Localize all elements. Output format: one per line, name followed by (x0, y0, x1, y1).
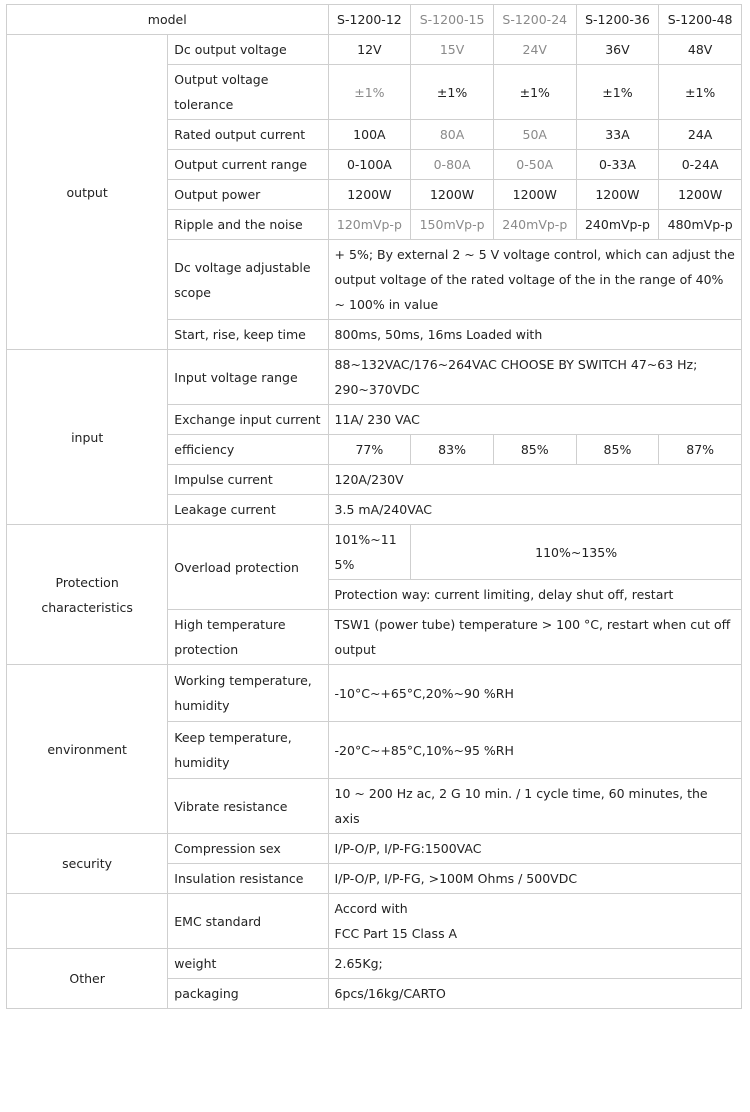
spec-label: weight (168, 949, 328, 979)
spec-table (6, 4, 742, 1009)
spec-value: 3.5 mA/240VAC (328, 495, 741, 525)
spec-label: Leakage current (168, 495, 328, 525)
spec-value (328, 894, 741, 949)
spec-value: 0-80A (411, 150, 494, 180)
spec-value: ±1% (659, 65, 742, 120)
spec-value: 800ms, 50ms, 16ms Loaded with (328, 320, 741, 350)
group-protection: Protection characteristics (7, 525, 168, 665)
spec-value: 150mVp-p (411, 210, 494, 240)
spec-label: efficiency (168, 435, 328, 465)
spec-label: Output current range (168, 150, 328, 180)
spec-value: 120A/230V (328, 465, 741, 495)
spec-label: EMC standard (168, 894, 328, 949)
model-name: S-1200-15 (411, 5, 494, 35)
spec-label: High temperature protection (168, 610, 328, 665)
spec-value: 1200W (493, 180, 576, 210)
table-row (7, 350, 742, 405)
spec-value: ±1% (328, 65, 411, 120)
spec-value: 240mVp-p (576, 210, 659, 240)
spec-value: 83% (411, 435, 494, 465)
spec-value: 11A/ 230 VAC (328, 405, 741, 435)
table-row (7, 665, 742, 722)
spec-label: Insulation resistance (168, 864, 328, 894)
spec-label: Dc voltage adjustable scope (168, 240, 328, 320)
model-name: S-1200-48 (659, 5, 742, 35)
spec-value: 12V (328, 35, 411, 65)
spec-value: 240mVp-p (493, 210, 576, 240)
spec-value: 48V (659, 35, 742, 65)
spec-label: Input voltage range (168, 350, 328, 405)
spec-label: Dc output voltage (168, 35, 328, 65)
group-environment: environment (7, 665, 168, 834)
spec-label: Vibrate resistance (168, 779, 328, 834)
spec-value: 24V (493, 35, 576, 65)
spec-value: 80A (411, 120, 494, 150)
spec-label: Keep temperature, humidity (168, 722, 328, 779)
spec-label: Output voltage tolerance (168, 65, 328, 120)
spec-value: -10°C~+65°C,20%~90 %RH (328, 665, 741, 722)
spec-value: 1200W (411, 180, 494, 210)
spec-value: I/P-O/P, I/P-FG:1500VAC (328, 834, 741, 864)
table-row (7, 35, 742, 65)
spec-value: 24A (659, 120, 742, 150)
spec-value: 50A (493, 120, 576, 150)
spec-value: + 5%; By external 2 ~ 5 V voltage control, which can adjust the output voltage of the rated voltage of the in the range of 40% ~ 100% in value (328, 240, 741, 320)
spec-value: 1200W (659, 180, 742, 210)
spec-value: 101%~115% (328, 525, 411, 580)
spec-label: Working temperature, humidity (168, 665, 328, 722)
table-row (7, 834, 742, 864)
spec-value: ±1% (493, 65, 576, 120)
spec-value: 15V (411, 35, 494, 65)
spec-value: 6pcs/16kg/CARTO (328, 979, 741, 1009)
spec-label: Overload protection (168, 525, 328, 610)
spec-value: 33A (576, 120, 659, 150)
model-name: S-1200-36 (576, 5, 659, 35)
spec-value: 10 ~ 200 Hz ac, 2 G 10 min. / 1 cycle time, 60 minutes, the axis (328, 779, 741, 834)
spec-value: 480mVp-p (659, 210, 742, 240)
emc-line: Accord with (334, 901, 408, 916)
group-output: output (7, 35, 168, 350)
spec-value: 120mVp-p (328, 210, 411, 240)
spec-value: 87% (659, 435, 742, 465)
spec-value: 2.65Kg; (328, 949, 741, 979)
group-blank (7, 894, 168, 949)
emc-line: FCC Part 15 Class A (334, 926, 458, 941)
model-header: model (7, 5, 329, 35)
spec-value: 36V (576, 35, 659, 65)
spec-value: 0-100A (328, 150, 411, 180)
spec-value: 0-50A (493, 150, 576, 180)
spec-value: 1200W (328, 180, 411, 210)
spec-value: 100A (328, 120, 411, 150)
spec-value: -20°C~+85°C,10%~95 %RH (328, 722, 741, 779)
table-row (7, 525, 742, 580)
group-security: security (7, 834, 168, 894)
spec-value: 110%~135% (411, 525, 742, 580)
spec-label: Rated output current (168, 120, 328, 150)
spec-label: Impulse current (168, 465, 328, 495)
model-name: S-1200-12 (328, 5, 411, 35)
spec-value: ±1% (411, 65, 494, 120)
spec-value: 77% (328, 435, 411, 465)
spec-label: Exchange input current (168, 405, 328, 435)
spec-label: Start, rise, keep time (168, 320, 328, 350)
spec-value: I/P-O/P, I/P-FG, >100M Ohms / 500VDC (328, 864, 741, 894)
group-input: input (7, 350, 168, 525)
spec-value: 88~132VAC/176~264VAC CHOOSE BY SWITCH 47~63 Hz; 290~370VDC (328, 350, 741, 405)
spec-label: packaging (168, 979, 328, 1009)
spec-value: 1200W (576, 180, 659, 210)
header-row (7, 5, 742, 35)
spec-value: Protection way: current limiting, delay shut off, restart (328, 580, 741, 610)
table-row (7, 894, 742, 949)
spec-value: ±1% (576, 65, 659, 120)
spec-value: 0-33A (576, 150, 659, 180)
spec-label: Ripple and the noise (168, 210, 328, 240)
spec-value: 85% (576, 435, 659, 465)
spec-value: TSW1 (power tube) temperature > 100 °C, restart when cut off output (328, 610, 741, 665)
model-name: S-1200-24 (493, 5, 576, 35)
group-other: Other (7, 949, 168, 1009)
table-row (7, 949, 742, 979)
spec-value: 0-24A (659, 150, 742, 180)
spec-label: Compression sex (168, 834, 328, 864)
spec-label: Output power (168, 180, 328, 210)
spec-value: 85% (493, 435, 576, 465)
